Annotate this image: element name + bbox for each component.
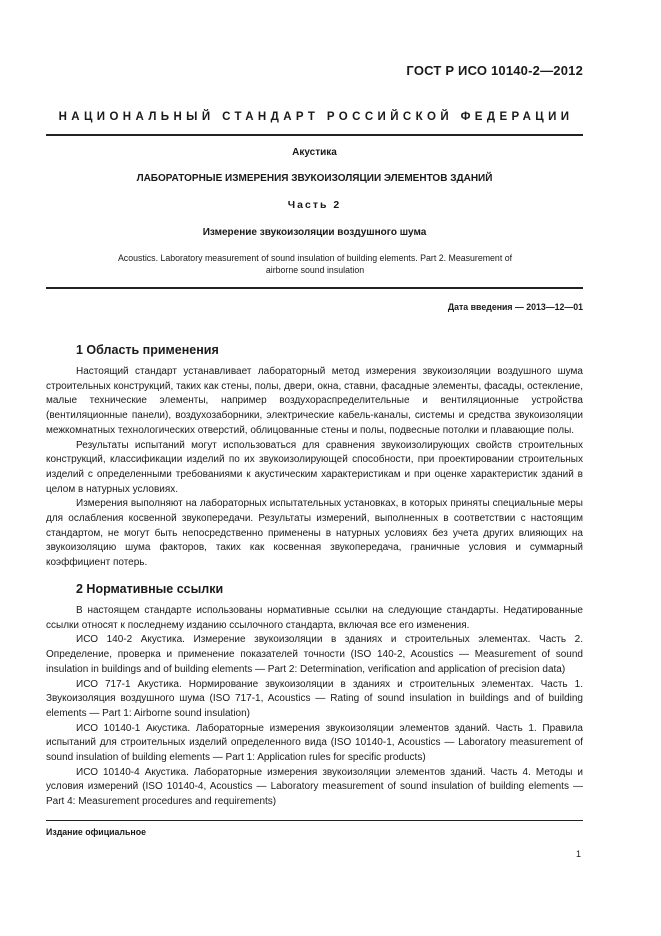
- footer-rule: [46, 820, 583, 821]
- reference-entry: ИСО 717-1 Акустика. Нормирование звукоизоляции в зданиях и строительных элементах. Часть 1. Звукоизоляция воздушного шума (ISO 717-1, Acoustics — Rating of sound insulation in buildings and of building elements — Part 1: Airborne sound insulation): [46, 678, 583, 719]
- paragraph: Результаты испытаний могут использоваться для сравнения звукоизолирующих свойств строительных конструкций, классификации изделий по их звукоизолирующей способности, при проектировании строительных изделий с определенными требованиями к акустическим характеристикам и при оценке характеристик зданий в целом в натурных условиях.: [46, 439, 583, 495]
- page-number: 1: [575, 849, 581, 859]
- top-rule: [46, 134, 583, 136]
- reference-entry: ИСО 10140-4 Акустика. Лабораторные измерения звукоизоляции элементов зданий. Часть 4. Методы и условия измерений (ISO 10140-4, Acoustics — Laboratory measurement of sound insulation of building elements — Part 4: Measurement procedures and requirements): [46, 766, 583, 808]
- paragraph: Измерения выполняют на лабораторных испытательных установках, в которых приняты специальные меры для ослабления косвенной звукопередачи. Результаты измерений, выполненных в соответствии с настоящим стандартом, не могут быть непосредственно применены в натурных условиях без учета других влияющих на звукоизоляцию шума факторов, таких как косвенная звукопередача, граничные условия и суммарный коэффициент потерь.: [46, 498, 583, 569]
- section-heading: 2 Нормативные ссылки: [76, 582, 224, 596]
- introduction-date: Дата введения — 2013—12—01: [447, 302, 583, 312]
- reference-entry: ИСО 10140-1 Акустика. Лабораторные измерения звукоизоляции элементов зданий. Часть 1. Правила испытаний для строительных изделий определенного вида (ISO 10140-1, Acoustics — Laboratory measurement of sound insulation of building elements — Part 1: Application rules for specific products): [46, 722, 583, 764]
- english-title-line: airborne sound insulation: [265, 265, 365, 275]
- document-title: ЛАБОРАТОРНЫЕ ИЗМЕРЕНИЯ ЗВУКОИЗОЛЯЦИИ ЭЛЕМЕНТОВ ЗДАНИЙ: [136, 173, 493, 184]
- subject-heading: Акустика: [292, 147, 337, 158]
- edition-label: Издание официальное: [46, 827, 146, 837]
- national-standard-banner: НАЦИОНАЛЬНЫЙ СТАНДАРТ РОССИЙСКОЙ ФЕДЕРАЦИИ: [58, 111, 574, 123]
- document-subtitle: Измерение звукоизоляции воздушного шума: [202, 227, 427, 238]
- paragraph: В настоящем стандарте использованы нормативные ссылки на следующие стандарты. Недатированные ссылки относят к последнему изданию ссылочного стандарта, включая все его изменения.: [46, 605, 583, 631]
- standard-code: ГОСТ Р ИСО 10140-2—2012: [406, 63, 583, 78]
- title-rule: [46, 287, 583, 289]
- part-label: Часть 2: [287, 199, 342, 211]
- section-body: [46, 604, 583, 810]
- reference-entry: ИСО 140-2 Акустика. Измерение звукоизоляции в зданиях и строительных элементах. Часть 2. Определение, проверка и применение показателей точности (ISO 140-2, Acoustics — Measurement of sound insulation in buildings and of building elements — Part 2: Determination, verification and application of precision data): [46, 634, 583, 675]
- paragraph: Настоящий стандарт устанавливает лабораторный метод измерения звукоизоляции воздушного шума строительных конструкций, таких как стены, полы, двери, окна, ставни, фасадные элементы, фасады, остекление, малые технические элементы, например воздухораспределительные и вентиляционные устройства (вентиляционные панели), воздухозаборники, электрические кабель-каналы, системы и средства звукоизоляции межкомнатных технологических отверстий, облицованные стены и полы, подвесные потолки и плавающие полы.: [46, 366, 583, 436]
- english-title: [80, 252, 550, 276]
- section-heading: 1 Область применения: [76, 343, 219, 357]
- english-title-line: Acoustics. Laboratory measurement of sound insulation of building elements. Part 2. Measurement of: [117, 253, 513, 263]
- section-body: [46, 365, 583, 571]
